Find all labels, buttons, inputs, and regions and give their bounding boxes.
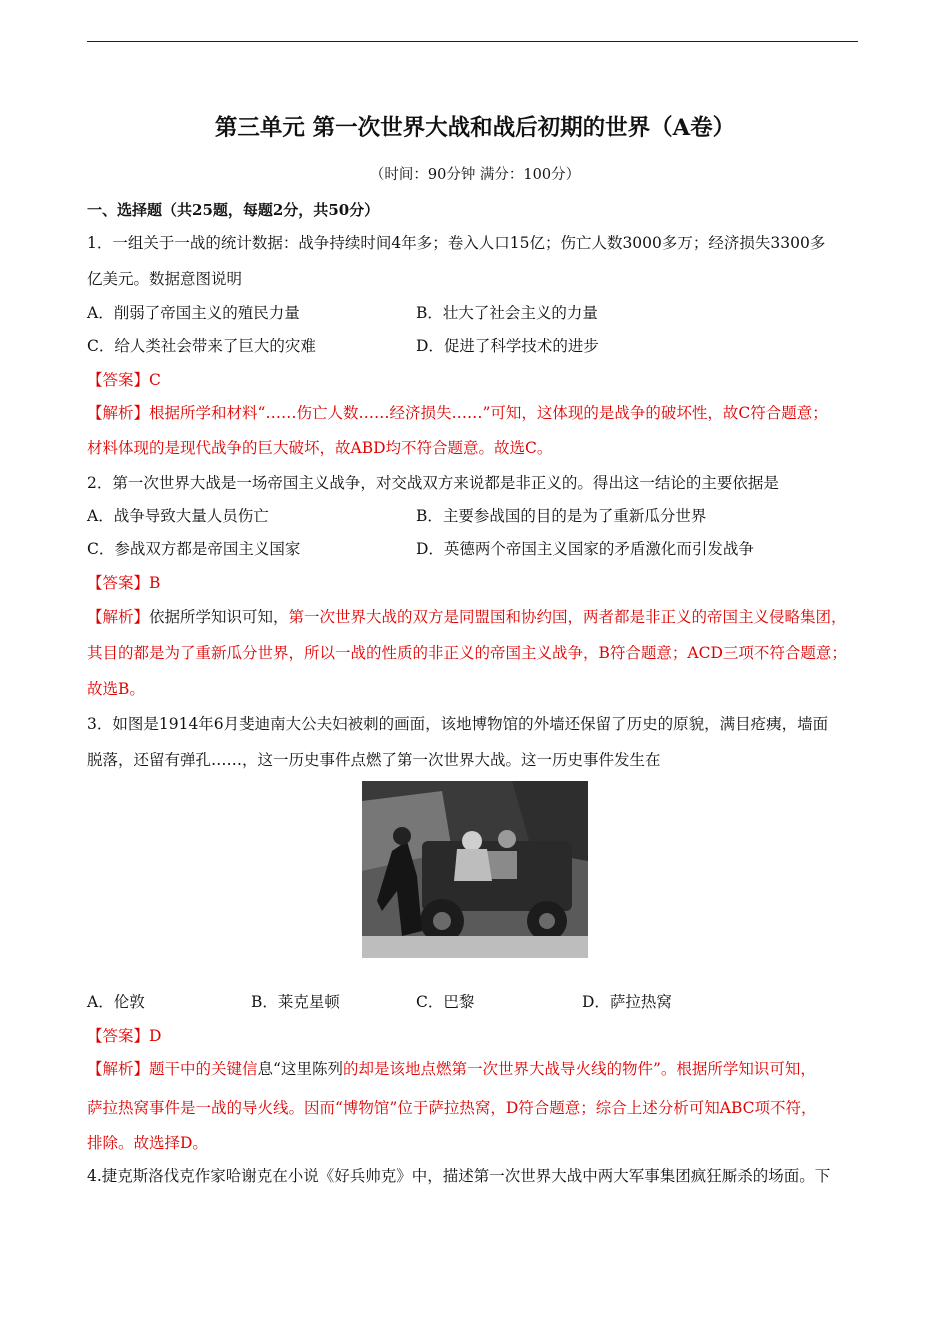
q3-option-d: D．萨拉热窝 (582, 993, 672, 1011)
q3-answer: 【答案】D (87, 1027, 162, 1045)
q1-analysis-line2: 材料体现的是现代战争的巨大破坏，故ABD均不符合题意。故选C。 (87, 439, 553, 457)
q1-analysis-text: 根据所学和材料“……伤亡人数……经济损失……”可知，这体现的是战争的破坏性，故C符合题意； (149, 404, 828, 422)
q3-analysis-text-a: 题干中的关键信 (149, 1060, 258, 1078)
q2-analysis-text-b: 第一次世界大战的双方是同盟国和协约国，两者都是非正义的帝国主义侵略集团， (288, 608, 847, 626)
q1-option-b: B．壮大了社会主义的力量 (416, 304, 598, 322)
exam-info: （时间：90分钟 满分：100分） (369, 167, 581, 183)
assassination-photo-drawing (362, 781, 588, 958)
q1-option-d: D．促进了科学技术的进步 (416, 337, 599, 355)
q2-option-d: D．英德两个帝国主义国家的矛盾激化而引发战争 (416, 540, 754, 558)
q2-stem: 2．第一次世界大战是一场帝国主义战争，对交战双方来说都是非正义的。得出这一结论的主要依据是 (87, 474, 779, 492)
q2-analysis-line3: 故选B。 (87, 680, 145, 698)
header-rule (87, 41, 858, 42)
q3-analysis-line3: 排除。故选择D。 (87, 1134, 208, 1152)
q3-analysis-line1 (87, 1057, 816, 1079)
q2-analysis-text-a: 依据所学知识可知， (149, 608, 289, 626)
q2-option-a: A．战争导致大量人员伤亡 (87, 507, 269, 525)
q3-stem-line2: 脱落，还留有弹孔……，这一历史事件点燃了第一次世界大战。这一历史事件发生在 (87, 751, 661, 769)
q3-analysis-text-c: 的却是该地点燃第一次世界大战导火线的物件”。根据所学知识可知， (342, 1060, 816, 1078)
q3-analysis-line2: 萨拉热窝事件是一战的导火线。因而“博物馆”位于萨拉热窝，D符合题意；综合上述分析可知ABC项不符， (87, 1099, 817, 1117)
q1-stem-line2: 亿美元。数据意图说明 (87, 270, 243, 288)
q1-option-a: A．削弱了帝国主义的殖民力量 (87, 304, 300, 322)
section-heading: 一、选择题（共25题，每题2分，共50分） (87, 201, 380, 219)
q2-option-c: C．参战双方都是帝国主义国家 (87, 540, 301, 558)
q1-analysis-tag: 【解析】 (87, 404, 150, 422)
q3-analysis-text-b: 息“这里陈列 (257, 1060, 343, 1078)
q3-option-a: A．伦敦 (87, 993, 145, 1011)
q3-analysis-tag: 【解析】 (87, 1060, 150, 1078)
q2-analysis-tag: 【解析】 (87, 608, 150, 626)
q4-stem-line1: 4.捷克斯洛伐克作家哈谢克在小说《好兵帅克》中，描述第一次世界大战中两大军事集团疯狂厮杀的场面。下 (87, 1167, 831, 1185)
q2-option-b: B．主要参战国的目的是为了重新瓜分世界 (416, 507, 707, 525)
q3-stem-line1: 3．如图是1914年6月斐迪南大公夫妇被刺的画面，该地博物馆的外墙还保留了历史的原貌，满目疮痍，墙面 (87, 715, 829, 733)
q3-option-c: C．巴黎 (416, 993, 475, 1011)
q2-analysis-line1 (87, 605, 847, 627)
assassination-photo (362, 781, 588, 958)
q1-analysis-line1 (87, 401, 828, 423)
q1-option-c: C．给人类社会带来了巨大的灾难 (87, 337, 316, 355)
q2-answer: 【答案】B (87, 574, 161, 592)
q2-analysis-line2: 其目的都是为了重新瓜分世界，所以一战的性质的非正义的帝国主义战争，B符合题意；ACD三项不符合题意； (87, 644, 847, 662)
q3-option-b: B．莱克星顿 (251, 993, 340, 1011)
page-title: 第三单元 第一次世界大战和战后初期的世界（A卷） (214, 115, 736, 141)
q1-stem-line1: 1．一组关于一战的统计数据：战争持续时间4年多；卷入人口15亿；伤亡人数3000多万；经济损失3300多 (87, 234, 826, 252)
q1-answer: 【答案】C (87, 371, 161, 389)
